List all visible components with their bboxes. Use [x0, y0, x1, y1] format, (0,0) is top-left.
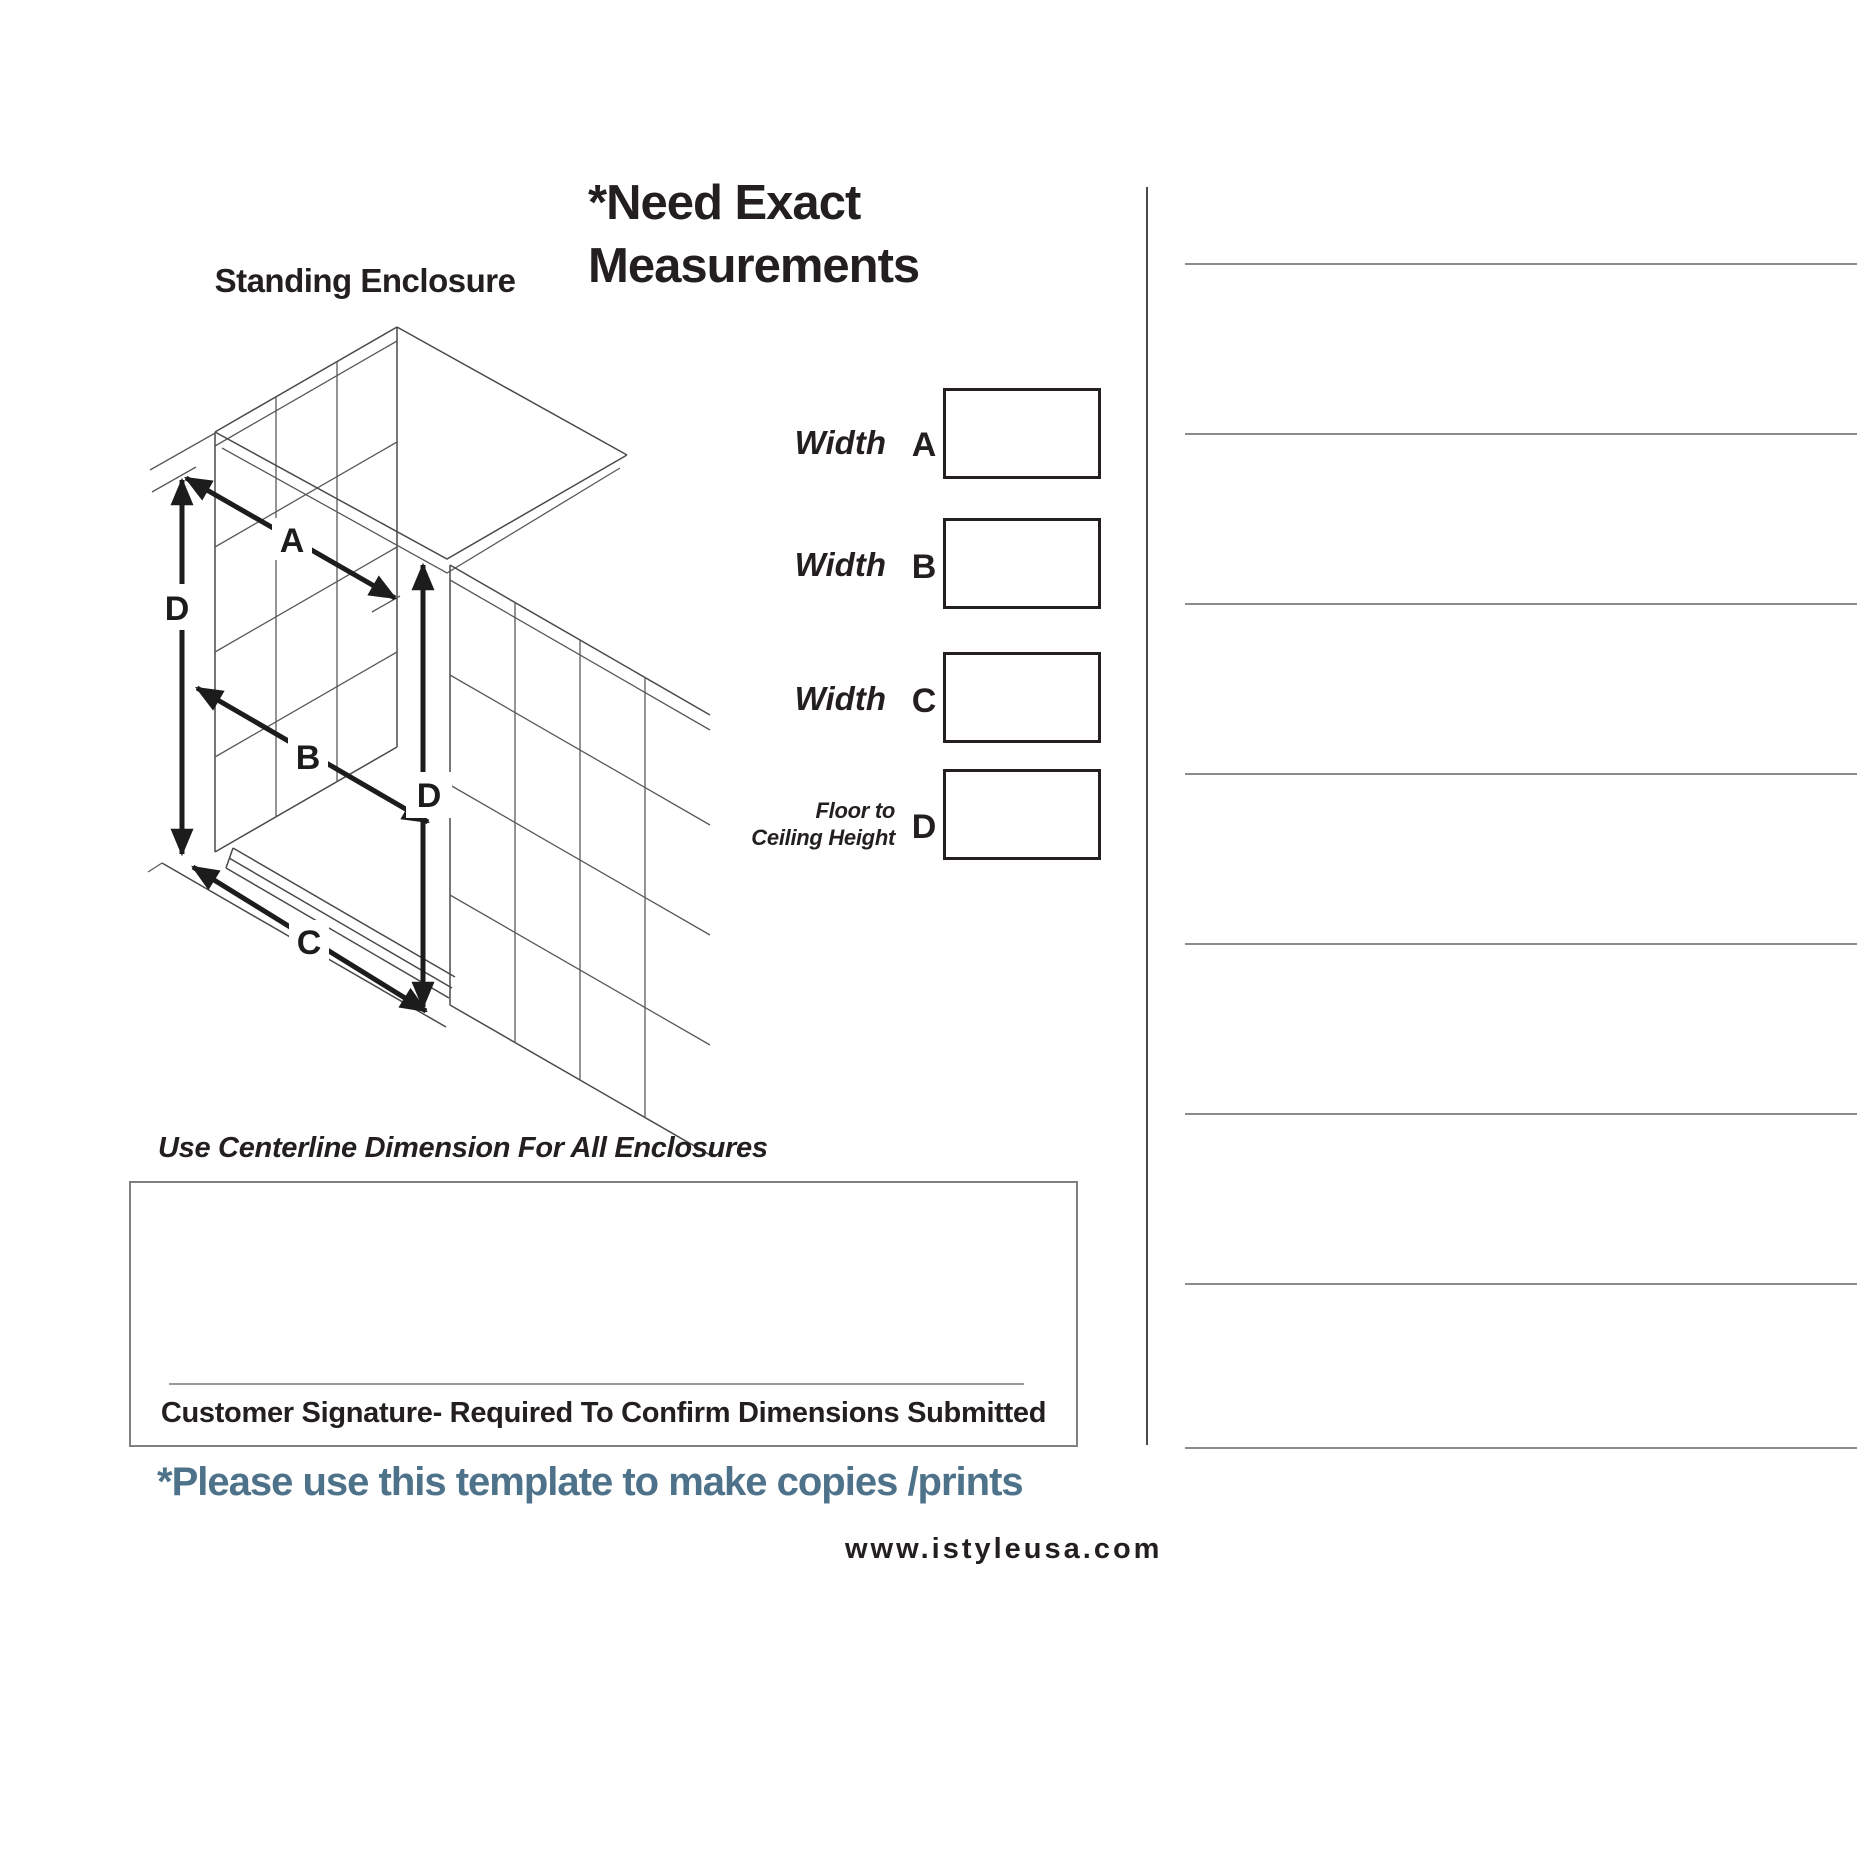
witness-lines — [148, 432, 400, 872]
width-b-label: Width — [794, 546, 886, 583]
dim-label-a: A — [279, 522, 305, 560]
width-c-input[interactable] — [943, 652, 1101, 743]
signature-line[interactable] — [169, 1383, 1024, 1385]
need-exact-heading — [588, 172, 1008, 298]
floor-to-ceiling-line2: Ceiling Height — [751, 825, 895, 850]
floor-to-ceiling-label — [650, 797, 895, 851]
width-a-letter: A — [911, 426, 937, 464]
signature-box[interactable] — [129, 1181, 1078, 1447]
signature-caption: Customer Signature- Required To Confirm Dimensions Submitted — [160, 1397, 1047, 1429]
note-line — [1185, 433, 1857, 435]
dim-label-b: B — [295, 739, 321, 777]
width-a-label: Width — [794, 424, 886, 461]
vertical-divider — [1146, 187, 1148, 1445]
centerline-note: Use Centerline Dimension For All Enclosures — [158, 1132, 768, 1164]
website-text: www.istyleusa.com — [845, 1533, 1163, 1565]
width-b-letter: B — [911, 548, 937, 586]
height-d-input[interactable] — [943, 769, 1101, 860]
diagram-title: Standing Enclosure — [214, 262, 516, 299]
dim-label-d-left: D — [164, 590, 190, 628]
note-line — [1185, 1447, 1857, 1449]
width-b-input[interactable] — [943, 518, 1101, 609]
dim-label-d-center: D — [416, 777, 442, 815]
note-line — [1185, 1113, 1857, 1115]
copies-instruction: *Please use this template to make copies /prints — [157, 1460, 1023, 1504]
height-d-letter: D — [911, 808, 937, 846]
note-line — [1185, 603, 1857, 605]
note-line — [1185, 1283, 1857, 1285]
right-wall-lines — [450, 565, 710, 1155]
width-a-input[interactable] — [943, 388, 1101, 479]
note-line — [1185, 943, 1857, 945]
note-line — [1185, 263, 1857, 265]
dim-label-c: C — [296, 924, 322, 962]
note-line — [1185, 773, 1857, 775]
width-c-label: Width — [794, 680, 886, 717]
heading-line1: *Need Exact — [588, 176, 861, 230]
width-c-letter: C — [911, 682, 937, 720]
floor-to-ceiling-line1: Floor to — [815, 798, 895, 823]
dimension-labels — [155, 518, 452, 963]
heading-line2: Measurements — [588, 239, 920, 293]
